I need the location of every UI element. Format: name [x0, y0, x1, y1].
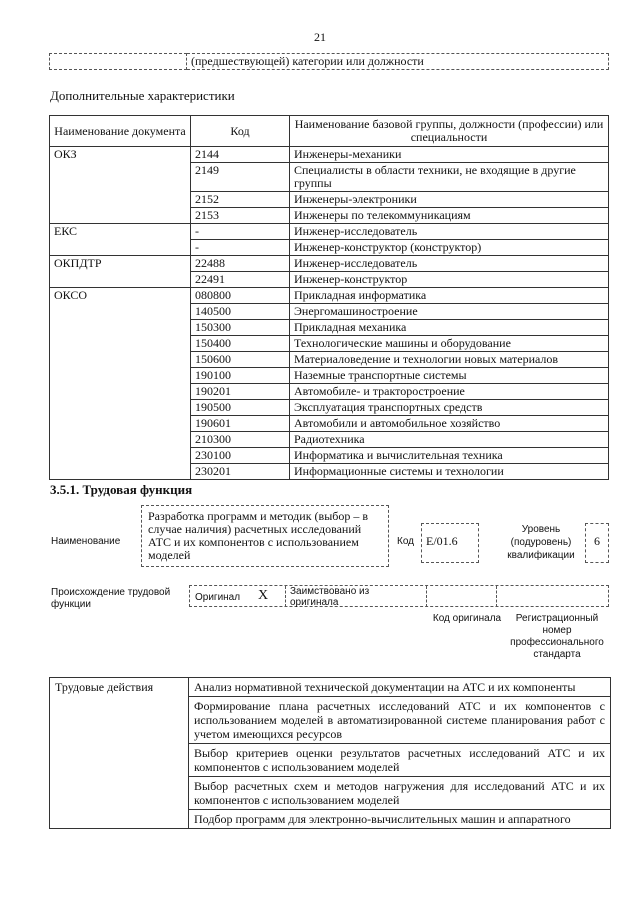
header-code: Код — [191, 116, 290, 147]
code-cell: 2152 — [191, 192, 290, 208]
name-cell: Прикладная информатика — [290, 288, 609, 304]
function-title: 3.5.1. Трудовая функция — [50, 482, 193, 497]
header-document: Наименование документа — [50, 116, 191, 147]
borrowed-label: Заимствовано из оригинала — [290, 586, 370, 608]
origin-divider-1 — [285, 586, 287, 607]
origin-boxes — [189, 585, 609, 607]
function-name-value: Разработка программ и методик (выбор – в случае наличия) расчетных исследований АТС и их компонентов с использованием моделей — [141, 505, 389, 567]
labor-action-item: Выбор расчетных схем и методов нагружения для исследований АТС и их компонентов с использованием моделей — [189, 777, 611, 810]
labor-action-item: Анализ нормативной технической документации на АТС и их компоненты — [189, 678, 611, 697]
name-cell: Прикладная механика — [290, 320, 609, 336]
code-cell: 140500 — [191, 304, 290, 320]
table-row — [50, 224, 609, 240]
header-name: Наименование базовой группы, должности (профессии) или специальности — [290, 116, 609, 147]
name-cell: Наземные транспортные системы — [290, 368, 609, 384]
code-cell: 230201 — [191, 464, 290, 480]
table-row — [50, 288, 609, 304]
function-origin — [49, 585, 609, 665]
table-header-row — [50, 116, 609, 147]
original-label: Оригинал — [195, 592, 241, 603]
section-title: Дополнительные характеристики — [50, 88, 235, 103]
labor-actions-body — [50, 678, 611, 829]
code-cell: 150400 — [191, 336, 290, 352]
labor-actions-table — [49, 677, 611, 829]
top-row-left — [50, 54, 187, 70]
additional-characteristics-table — [49, 115, 609, 480]
code-cell: 080800 — [191, 288, 290, 304]
registration-number-caption: Регистрационный номер профессионального стандарта — [510, 613, 604, 660]
labor-action-item: Выбор критериев оценки результатов расчетных исследований АТС и их компонентов с использованием моделей — [189, 744, 611, 777]
origin-divider-2 — [426, 586, 428, 607]
code-cell: 2144 — [191, 147, 290, 163]
labor-action-row — [50, 678, 611, 697]
name-cell: Радиотехника — [290, 432, 609, 448]
name-cell: Эксплуатация транспортных средств — [290, 400, 609, 416]
name-cell: Материаловедение и технологии новых материалов — [290, 352, 609, 368]
code-cell: 22488 — [191, 256, 290, 272]
origin-divider-3 — [496, 586, 498, 607]
name-cell: Инженеры по телекоммуникациям — [290, 208, 609, 224]
code-cell: 230100 — [191, 448, 290, 464]
name-cell: Энергомашиностроение — [290, 304, 609, 320]
code-cell: 150600 — [191, 352, 290, 368]
table-row — [50, 147, 609, 163]
original-mark: Х — [258, 588, 269, 603]
name-cell: Инженер-исследователь — [290, 256, 609, 272]
name-cell: Автомобили и автомобильное хозяйство — [290, 416, 609, 432]
code-cell: 210300 — [191, 432, 290, 448]
table-row — [50, 256, 609, 272]
qualification-level-value: 6 — [585, 523, 609, 563]
code-cell: 190601 — [191, 416, 290, 432]
function-name-label: Наименование — [51, 536, 121, 547]
code-cell: - — [191, 240, 290, 256]
function-code-label: Код — [397, 536, 415, 547]
name-cell: Инженеры-механики — [290, 147, 609, 163]
name-cell: Технологические машины и оборудование — [290, 336, 609, 352]
name-cell: Автомобиле- и тракторостроение — [290, 384, 609, 400]
code-cell: 190500 — [191, 400, 290, 416]
top-row-right: (предшествующей) категории или должности — [187, 54, 609, 70]
origin-label: Происхождение трудовой функции — [51, 587, 171, 610]
document-cell: ОКЗ — [50, 147, 191, 224]
labor-action-item: Подбор программ для электронно-вычислительных машин и аппаратного — [189, 810, 611, 829]
document-cell: ОКСО — [50, 288, 191, 480]
page-number: 21 — [314, 30, 326, 44]
document-cell: ОКПДТР — [50, 256, 191, 288]
original-code-caption: Код оригинала — [432, 613, 502, 624]
name-cell: Инженеры-электроники — [290, 192, 609, 208]
code-cell: 2153 — [191, 208, 290, 224]
name-cell: Инженер-конструктор (конструктор) — [290, 240, 609, 256]
function-block — [49, 505, 609, 575]
code-cell: 150300 — [191, 320, 290, 336]
name-cell: Специалисты в области техники, не входящие в другие группы — [290, 163, 609, 192]
code-cell: - — [191, 224, 290, 240]
code-cell: 190201 — [191, 384, 290, 400]
labor-actions-label: Трудовые действия — [50, 678, 189, 829]
name-cell: Информационные системы и технологии — [290, 464, 609, 480]
table-body — [50, 147, 609, 480]
name-cell: Инженер-исследователь — [290, 224, 609, 240]
function-code-value: Е/01.6 — [421, 523, 479, 563]
previous-category-row — [49, 53, 609, 70]
name-cell: Информатика и вычислительная техника — [290, 448, 609, 464]
code-cell: 22491 — [191, 272, 290, 288]
document-cell: ЕКС — [50, 224, 191, 256]
qualification-level-label: Уровень (подуровень) квалификации — [507, 524, 575, 561]
labor-action-item: Формирование плана расчетных исследований АТС и их компонентов с использованием моделей в автоматизированной системе планирования работ с учетом имеющихся ресурсов — [189, 697, 611, 744]
code-cell: 190100 — [191, 368, 290, 384]
code-cell: 2149 — [191, 163, 290, 192]
name-cell: Инженер-конструктор — [290, 272, 609, 288]
